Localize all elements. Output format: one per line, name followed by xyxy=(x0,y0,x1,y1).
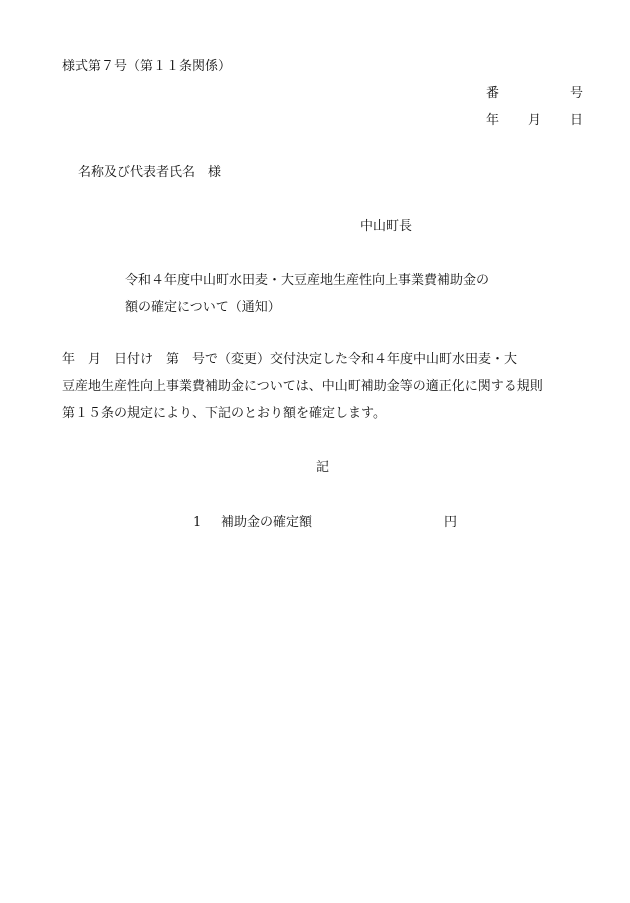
form-number: 様式第７号（第１１条関係） xyxy=(62,59,232,74)
ki-heading: 記 xyxy=(316,460,330,475)
sender: 中山町長 xyxy=(360,219,413,234)
body-line-3: 第１５条の規定により、下記のとおり額を確定します。 xyxy=(62,406,386,421)
body-line-1: 年 月 日付け 第 号で（変更）交付決定した令和４年度中山町水田麦・大 xyxy=(62,352,518,367)
item-unit: 円 xyxy=(444,515,458,530)
body-line-2: 豆産地生産性向上事業費補助金については、中山町補助金等の適正化に関する規則 xyxy=(62,379,543,394)
date-month-label: 月 xyxy=(528,113,542,128)
title-line-1: 令和４年度中山町水田麦・大豆産地生産性向上事業費補助金の xyxy=(125,273,490,288)
title-line-2: 額の確定について（通知） xyxy=(125,300,281,315)
date-year-label: 年 xyxy=(486,113,500,128)
number-label-right: 号 xyxy=(570,86,584,101)
item-label: 補助金の確定額 xyxy=(221,515,313,530)
date-day-label: 日 xyxy=(570,113,584,128)
addressee: 名称及び代表者氏名 様 xyxy=(78,165,222,180)
item-number: 1 xyxy=(193,515,202,530)
number-label-left: 番 xyxy=(486,86,500,101)
